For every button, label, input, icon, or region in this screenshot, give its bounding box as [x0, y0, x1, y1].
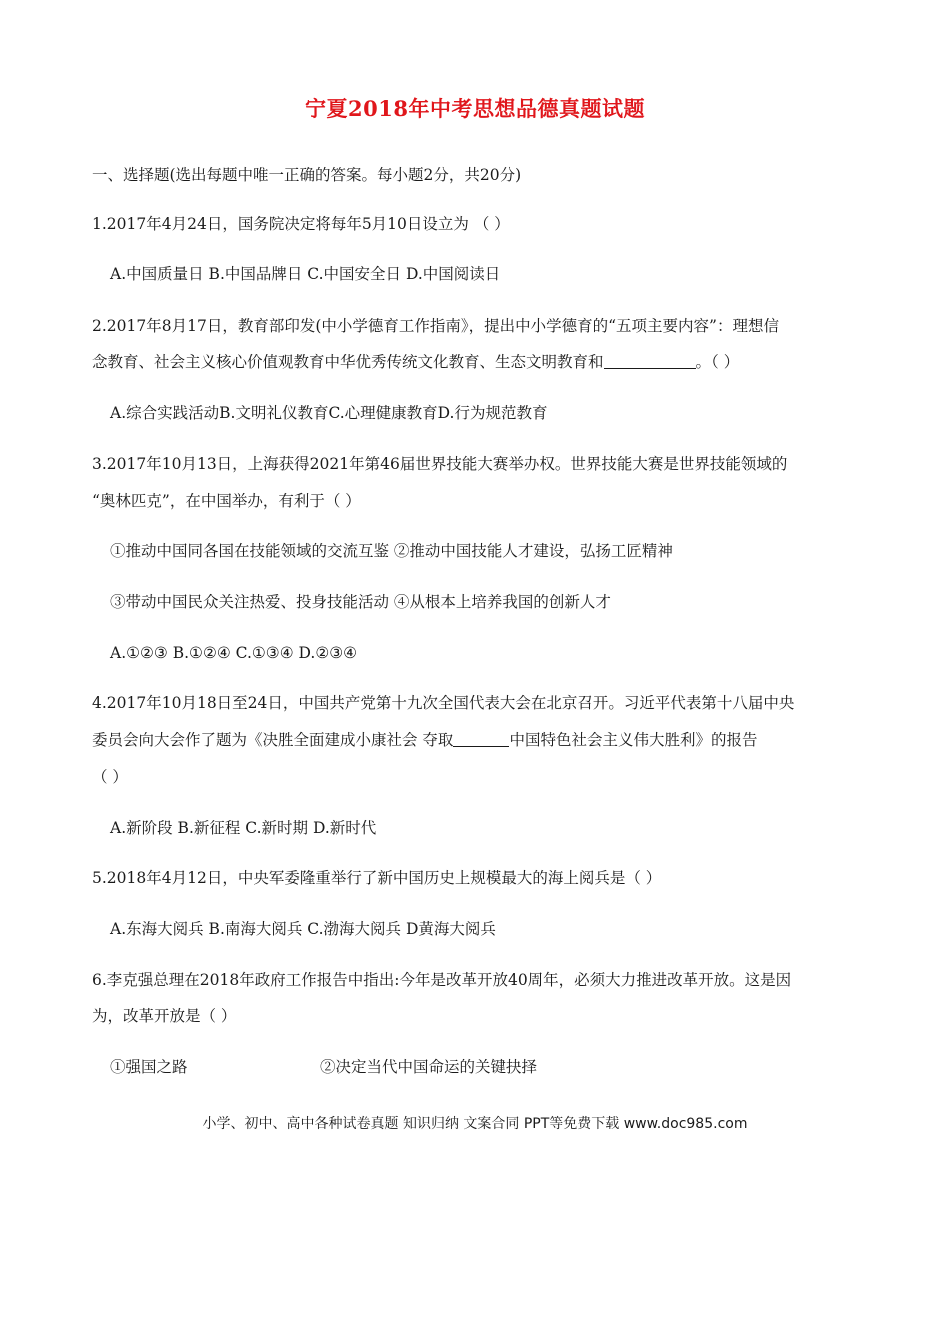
answer-blank: [453, 730, 509, 747]
question-2-stem-line-1: 2.2017年8月17日，教育部印发(中小学德育工作指南》，提出中小学德育的“五项主要内容”：理想信: [92, 317, 779, 335]
answer-blank: [604, 352, 696, 369]
question-4-stem-text: 委员会向大会作了题为《决胜全面建成小康社会 夺取: [92, 731, 454, 749]
question-1-options: A.中国质量日 B.中国品牌日 C.中国安全日 D.中国阅读日: [110, 265, 501, 283]
question-3-item-line-1: ①推动中国同各国在技能领域的交流互鉴 ②推动中国技能人才建设，弘扬工匠精神: [110, 542, 673, 560]
question-5-stem: 5.2018年4月12日，中央军委隆重举行了新中国历史上规模最大的海上阅兵是（ ）: [92, 869, 662, 887]
question-4-stem-line-1: 4.2017年10月18日至24日，中国共产党第十九次全国代表大会在北京召开。习近平代表第十八届中央: [92, 694, 795, 712]
question-5-options: A.东海大阅兵 B.南海大阅兵 C.渤海大阅兵 D黄海大阅兵: [110, 920, 496, 938]
question-2-stem-tail: 。（ ）: [695, 353, 740, 371]
footer-download-note: 小学、初中、高中各种试卷真题 知识归纳 文案合同 PPT等免费下载 www.doc985.com: [202, 1116, 748, 1132]
page-title: 宁夏2018年中考思想品德真题试题: [305, 96, 645, 121]
question-3-stem-line-2: “奥林匹克”，在中国举办，有利于（ ）: [92, 492, 361, 510]
question-3-item-line-2: ③带动中国民众关注热爱、投身技能活动 ④从根本上培养我国的创新人才: [110, 593, 611, 611]
question-6-item-a: ①强国之路: [110, 1058, 188, 1076]
question-4-stem-line-2: [92, 729, 872, 751]
question-6-item-b: ②决定当代中国命运的关键抉择: [320, 1058, 538, 1076]
question-4-options: A.新阶段 B.新征程 C.新时期 D.新时代: [110, 819, 377, 837]
question-1-stem: 1.2017年4月24日，国务院决定将每年5月10日设立为 （ ）: [92, 215, 510, 233]
question-2-options: A.综合实践活动B.文明礼仪教育C.心理健康教育D.行为规范教育: [110, 404, 548, 422]
question-4-stem-tail: 中国特色社会主义伟大胜利》的报告: [509, 731, 758, 749]
section-heading: 一、选择题(选出每题中唯一正确的答案。每小题2分，共20分): [92, 166, 522, 184]
question-6-stem-line-2: 为，改革开放是（ ）: [92, 1007, 237, 1025]
question-2-stem-text: 念教育、社会主义核心价值观教育中华优秀传统文化教育、生态文明教育和: [92, 353, 604, 371]
question-3-stem-line-1: 3.2017年10月13日，上海获得2021年第46届世界技能大赛举办权。世界技能大赛是世界技能领域的: [92, 455, 788, 473]
question-2-stem-line-2: [92, 351, 872, 373]
question-4-stem-line-3: （ ）: [92, 768, 128, 786]
question-6-stem-line-1: 6.李克强总理在2018年政府工作报告中指出:今年是改革开放40周年，必须大力推进改革开放。这是因: [92, 971, 792, 989]
question-3-options: A.①②③ B.①②④ C.①③④ D.②③④: [110, 644, 358, 662]
